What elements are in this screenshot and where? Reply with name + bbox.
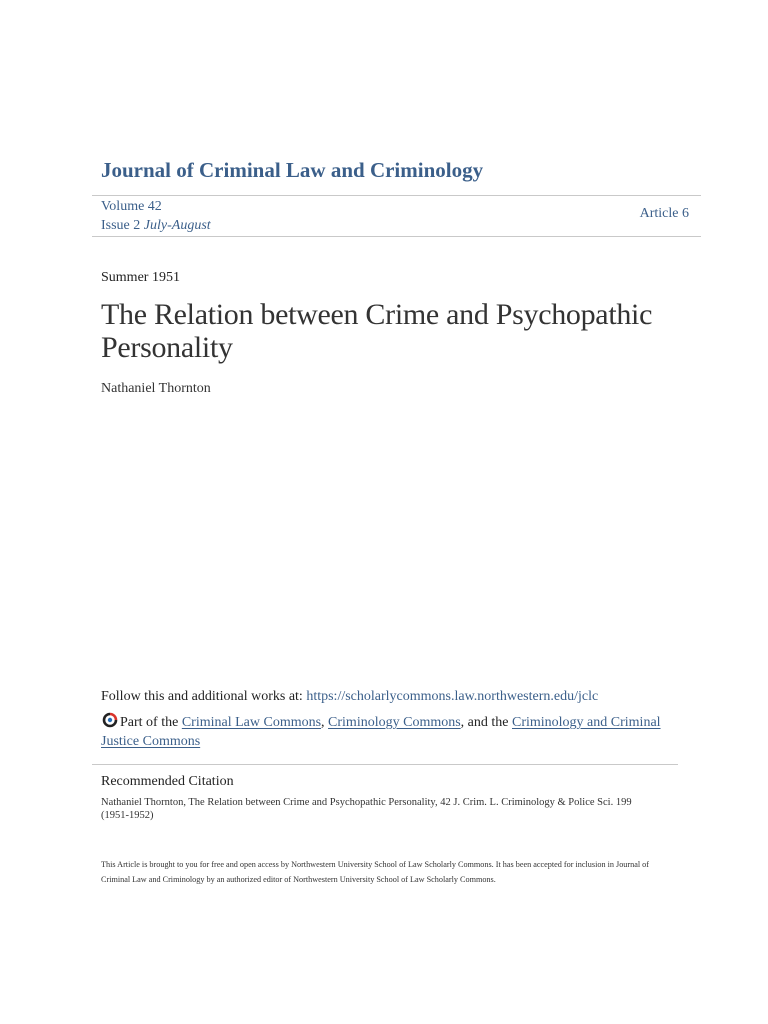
publication-date: Summer 1951 [101,270,180,285]
separator-2: , and the [460,715,509,730]
part-of-commons [101,712,681,751]
criminology-criminal-justice-commons-link[interactable]: Criminology and Criminal Justice Commons [101,715,661,749]
commons-network-icon [101,712,119,728]
criminology-commons-link[interactable]: Criminology Commons [328,715,461,730]
citation-text: Nathaniel Thornton, The Relation between Crime and Psychopathic Personality, 42 J. Crim. L. Criminology & Police Sci. 199 (1951-1952) [101,797,632,821]
open-access-notice: This Article is brought to you for free and open access by Northwestern University School of Law Scholarly Commons. It has been accepted for inclusion in Journal of Criminal Law and Criminology by an authorized editor of Northwestern University School of Law Scholarly Commons. [101,860,649,884]
separator-1: , [321,715,325,730]
recommended-citation-heading: Recommended Citation [101,774,234,789]
volume-link[interactable]: Volume 42 [101,199,162,214]
follow-prefix: Follow this and additional works at: [101,689,303,704]
criminal-law-commons-link[interactable]: Criminal Law Commons [181,715,322,730]
issue-info [101,197,211,235]
journal-title-link[interactable]: Journal of Criminal Law and Criminology [101,158,484,182]
repository-url-link[interactable]: https://scholarlycommons.law.northwestern.edu/jclc [306,689,599,704]
follow-line [101,689,598,705]
issue-number: Issue 2 [101,218,141,233]
header-bottom-divider [92,236,701,237]
author-name: Nathaniel Thornton [101,381,211,396]
part-of-prefix: Part of the [120,715,179,730]
citation-divider [92,764,678,765]
paper-title: The Relation between Crime and Psychopathic Personality [101,298,653,364]
header-top-divider [92,195,701,196]
article-number-link[interactable]: Article 6 [639,206,689,221]
issue-period: July-August [143,218,211,233]
issue-link[interactable] [101,216,211,235]
